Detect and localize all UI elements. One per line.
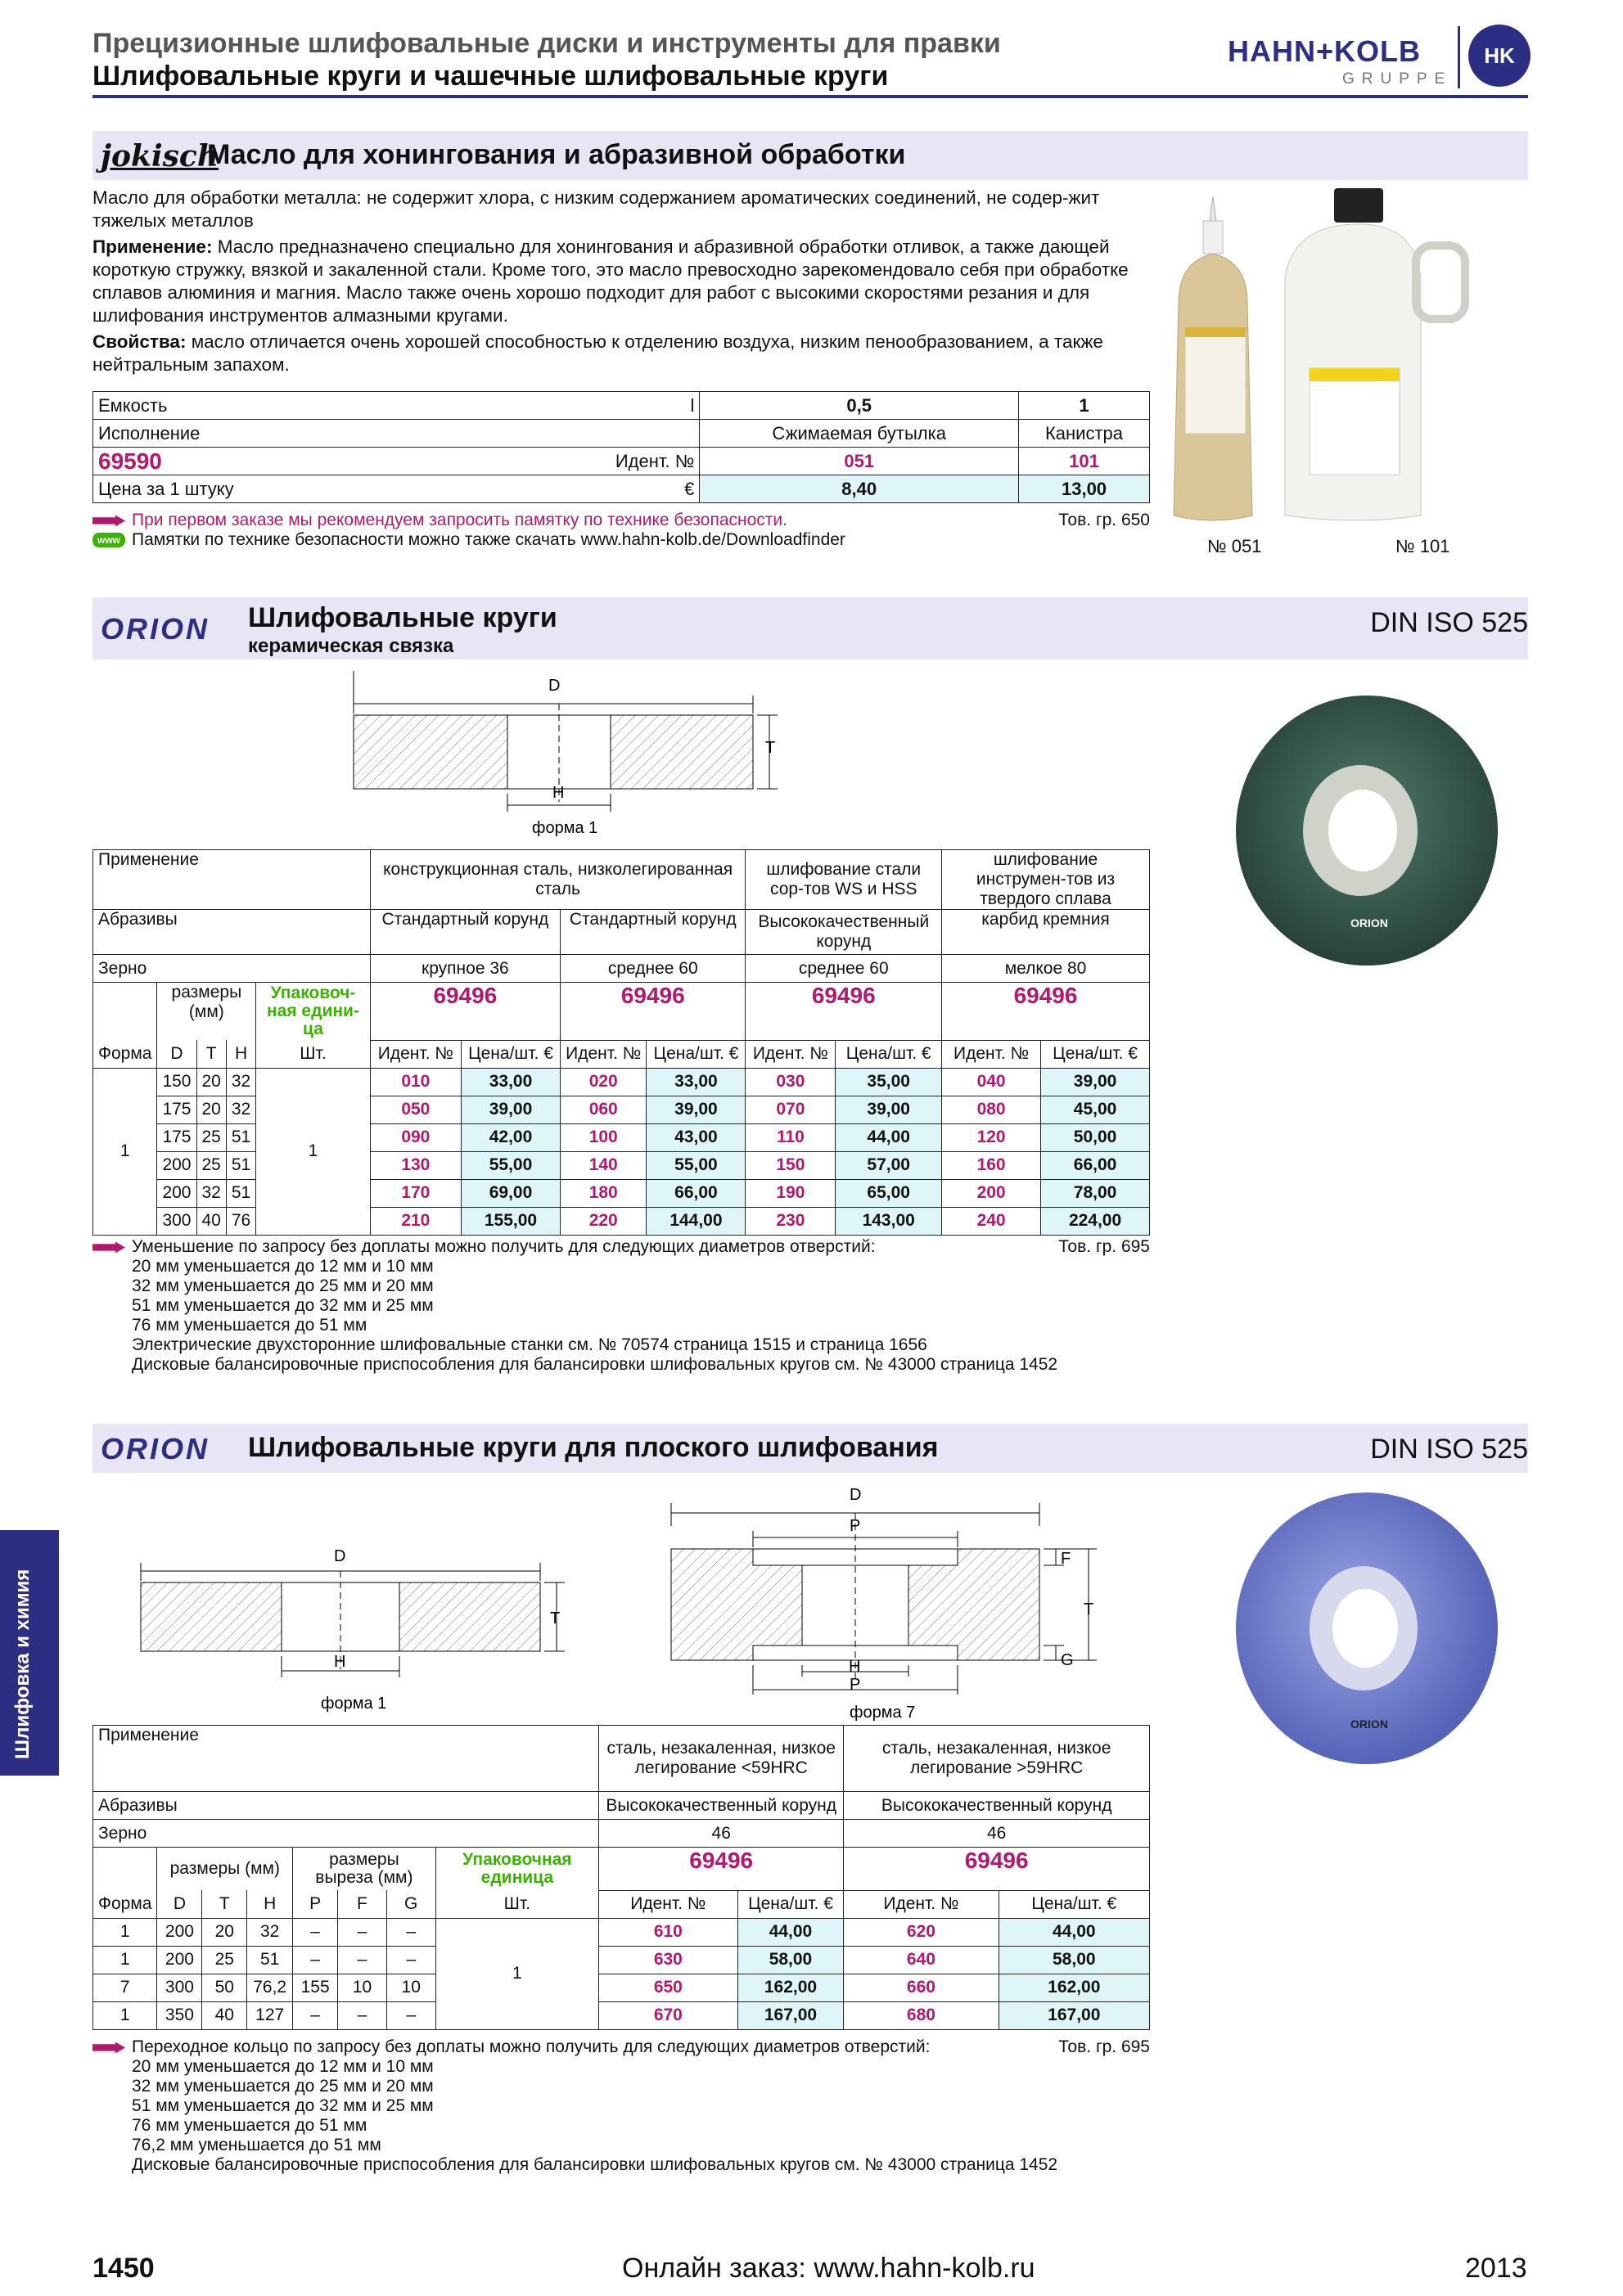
header-rule — [92, 95, 1528, 98]
logo-sub: GRUPPE — [1342, 70, 1453, 88]
wheels-table — [92, 849, 1150, 1236]
table-row: 200 25 51 130 55,00 140 55,00 150 57,00 160 66,00 — [93, 1151, 1150, 1179]
oil-section-title: Масло для хонингования и абразивной обработки — [207, 139, 906, 170]
header-category: Прецизионные шлифовальные диски и инструменты для правки — [92, 28, 1001, 59]
table-row: размеры (мм) размеры выреза (мм) Упаковочная единица 69496 69496 — [93, 1848, 1150, 1891]
table-row: 1 200 25 51 – – – 630 58,00 640 58,00 — [93, 1946, 1150, 1974]
table-row: Применение сталь, незакаленная, низкое легирование <59HRC сталь, незакаленная, низкое легирование >59HRC — [93, 1726, 1150, 1792]
green-wheel-image — [1228, 691, 1506, 970]
wheel-form1-diagram — [344, 671, 802, 843]
svg-text:T: T — [550, 1609, 561, 1627]
oil-notes: При первом заказе мы рекомендуем запросить памятку по технике безопасности. Тов. гр. 650 www Памятки по технике безопасности можно также скачать www.hahn-kolb.de/Downloadfinder — [92, 511, 1150, 550]
table-row: 175 25 51 090 42,00 100 43,00 110 44,00 120 50,00 — [93, 1123, 1150, 1151]
logo-wordmark: HAHN+KOLB — [1228, 34, 1422, 68]
ident-number: 101 — [1019, 448, 1150, 475]
svg-text:форма 7: форма 7 — [850, 1704, 916, 1722]
page-number: 1450 — [92, 2253, 155, 2284]
svg-text:F: F — [1061, 1550, 1071, 1568]
arrow-icon — [92, 515, 125, 526]
jokisch-brand-logo: jokisch — [101, 139, 219, 173]
hahn-kolb-logo — [1228, 23, 1531, 92]
side-tab: Шлифовка и химия — [0, 1530, 59, 1776]
table-row: Исполнение Сжимаемая бутылка Канистра — [93, 420, 1150, 448]
svg-text:T: T — [1084, 1600, 1094, 1618]
table-row: 69590 Идент. № 051 101 — [93, 448, 1150, 475]
svg-text:D: D — [850, 1486, 862, 1504]
wheels-section-subtitle: керамическая связка — [248, 635, 454, 657]
orion-brand-logo: ORION — [101, 612, 210, 646]
orion-brand-logo: ORION — [101, 1432, 210, 1465]
diagram-caption: форма 1 — [532, 819, 598, 837]
online-order-link[interactable]: Онлайн заказ: www.hahn-kolb.ru — [622, 2253, 1035, 2284]
table-row: 1 200 20 32 – – – 1 610 44,00 620 44,00 — [93, 1918, 1150, 1946]
norm-label: DIN ISO 525 — [1370, 1434, 1528, 1465]
dim-label: H — [552, 784, 565, 802]
image-caption: № 051 — [1207, 536, 1262, 556]
table-row: 175 20 32 050 39,00 060 39,00 070 39,00 080 45,00 — [93, 1096, 1150, 1123]
flat-form7-diagram — [655, 1485, 1113, 1722]
dim-label: T — [765, 739, 776, 757]
table-row: Применение конструкционная сталь, низколегированная сталь шлифование стали сор-тов WS и HSS шлифование инструмен-тов из твердого сплава — [93, 850, 1150, 910]
table-row: размеры (мм) Упаковоч-ная едини-ца 69496 69496 69496 69496 — [93, 983, 1150, 1041]
logo-divider — [1458, 26, 1460, 88]
svg-text:G: G — [1061, 1651, 1074, 1669]
svg-text:P: P — [850, 1517, 861, 1535]
table-row: Абразивы Высококачественный корунд Высококачественный корунд — [93, 1792, 1150, 1820]
svg-text:H: H — [334, 1653, 346, 1671]
article-number: 69496 — [746, 983, 942, 1041]
oil-section-header — [92, 131, 1528, 180]
oil-description: Масло для обработки металла: не содержит хлора, с низким содержанием ароматических соединений, не содер-жит тяжелых металлов Применение: Масло предназначено специально для хонингования и абразивной обработки отливок, а также дающей короткую стружку, вязкой и закаленной стали. Кроме того, это масло превосходно зарекомендовало себя при обработке сплавов алюминия и магния. Масло также очень хорошо подходит для работ с высокими скоростями резания и для шлифования инструментов алмазными кругами. Свойства: масло отличается очень хорошей способностью к отделению воздуха, низким пенообразованием, а также нейтральным запахом. — [92, 187, 1129, 375]
svg-text:форма 1: форма 1 — [321, 1695, 387, 1713]
article-number: 69496 — [844, 1848, 1150, 1891]
svg-text:ORION: ORION — [1350, 916, 1388, 930]
table-row: Абразивы Стандартный корунд Стандартный корунд Высококачественный корунд карбид кремния — [93, 910, 1150, 955]
table-row: 7 300 50 76,2 155 10 10 650 162,00 660 162,00 — [93, 1974, 1150, 2001]
table-row: 1 150 20 32 1 010 33,00 020 33,00 030 35,00 040 39,00 — [93, 1068, 1150, 1096]
price-cell: 8,40 — [700, 475, 1019, 503]
table-row: 1 350 40 127 – – – 670 167,00 680 167,00 — [93, 2001, 1150, 2029]
oil-table — [92, 391, 1150, 503]
oil-bottles-image — [1170, 188, 1531, 532]
article-number: 69590 — [93, 448, 600, 475]
article-number: 69496 — [370, 983, 560, 1041]
image-caption: № 101 — [1395, 536, 1450, 556]
table-row: Форма D T H Шт. Идент. № Цена/шт. € Идент. № Цена/шт. € Идент. № Цена/шт. € Идент. № Цена/шт. € — [93, 1040, 1150, 1068]
price-cell: 13,00 — [1019, 475, 1150, 503]
svg-text:H: H — [849, 1658, 861, 1676]
article-number: 69496 — [599, 1848, 844, 1891]
table-row: Емкость l 0,5 1 — [93, 392, 1150, 420]
article-number: 69496 — [942, 983, 1150, 1041]
svg-text:ORION: ORION — [1350, 1717, 1388, 1731]
table-row: 200 32 51 170 69,00 180 66,00 190 65,00 200 78,00 — [93, 1179, 1150, 1207]
table-row: Зерно 46 46 — [93, 1820, 1150, 1848]
table-row: 300 40 76 210 155,00 220 144,00 230 143,00 240 224,00 — [93, 1207, 1150, 1235]
flat-form1-diagram — [131, 1538, 589, 1718]
arrow-icon — [92, 2042, 125, 2053]
article-number: 69496 — [561, 983, 746, 1041]
flat-table — [92, 1725, 1150, 2030]
www-icon: www — [92, 533, 125, 547]
logo-emblem-icon: HK — [1468, 25, 1531, 87]
norm-label: DIN ISO 525 — [1370, 607, 1528, 638]
dim-label: D — [548, 677, 561, 695]
flat-section-header — [92, 1424, 1528, 1473]
ident-number: 051 — [700, 448, 1019, 475]
svg-text:D: D — [334, 1547, 346, 1565]
wheels-notes: Уменьшение по запросу без доплаты можно получить для следующих диаметров отверстий: Тов. гр. 695 20 мм уменьшается до 12 мм и 10 мм 32 мм уменьшается до 25 мм и 20 мм 51 мм уменьшается до 32 мм и 25 мм 76 мм уменьшается до 51 мм Электрические двухсторонние шлифовальные станки см. № 70574 страница 1515 и страница 1656 Дисковые балансировочные приспособления для балансировки шлифовальных кругов см. № 43000 страница 1452 — [92, 1237, 1150, 1375]
table-row: Форма D T H P F G Шт. Идент. № Цена/шт. € Идент. № Цена/шт. € — [93, 1890, 1150, 1918]
flat-section-title: Шлифовальные круги для плоского шлифования — [248, 1432, 939, 1463]
svg-text:P: P — [850, 1676, 861, 1694]
arrow-icon — [92, 1241, 125, 1253]
table-row: Цена за 1 штуку € 8,40 13,00 — [93, 475, 1150, 503]
wheels-section-title: Шлифовальные круги — [248, 602, 557, 633]
wheels-section-header — [92, 597, 1528, 660]
catalog-year: 2013 — [1465, 2253, 1527, 2284]
blue-wheel-image — [1228, 1489, 1506, 1767]
header-subcategory: Шлифовальные круги и чашечные шлифовальные круги — [92, 61, 889, 92]
table-row: Зерно крупное 36 среднее 60 среднее 60 мелкое 80 — [93, 955, 1150, 983]
flat-notes: Переходное кольцо по запросу без доплаты можно получить для следующих диаметров отверстий: Тов. гр. 695 20 мм уменьшается до 12 мм и 10 мм 32 мм уменьшается до 25 мм и 20 мм 51 мм уменьшается до 32 мм и 25 мм 76 мм уменьшается до 51 мм 76,2 мм уменьшается до 51 мм Дисковые балансировочные приспособления для балансировки шлифовальных кругов см. № 43000 страница 1452 — [92, 2037, 1150, 2175]
